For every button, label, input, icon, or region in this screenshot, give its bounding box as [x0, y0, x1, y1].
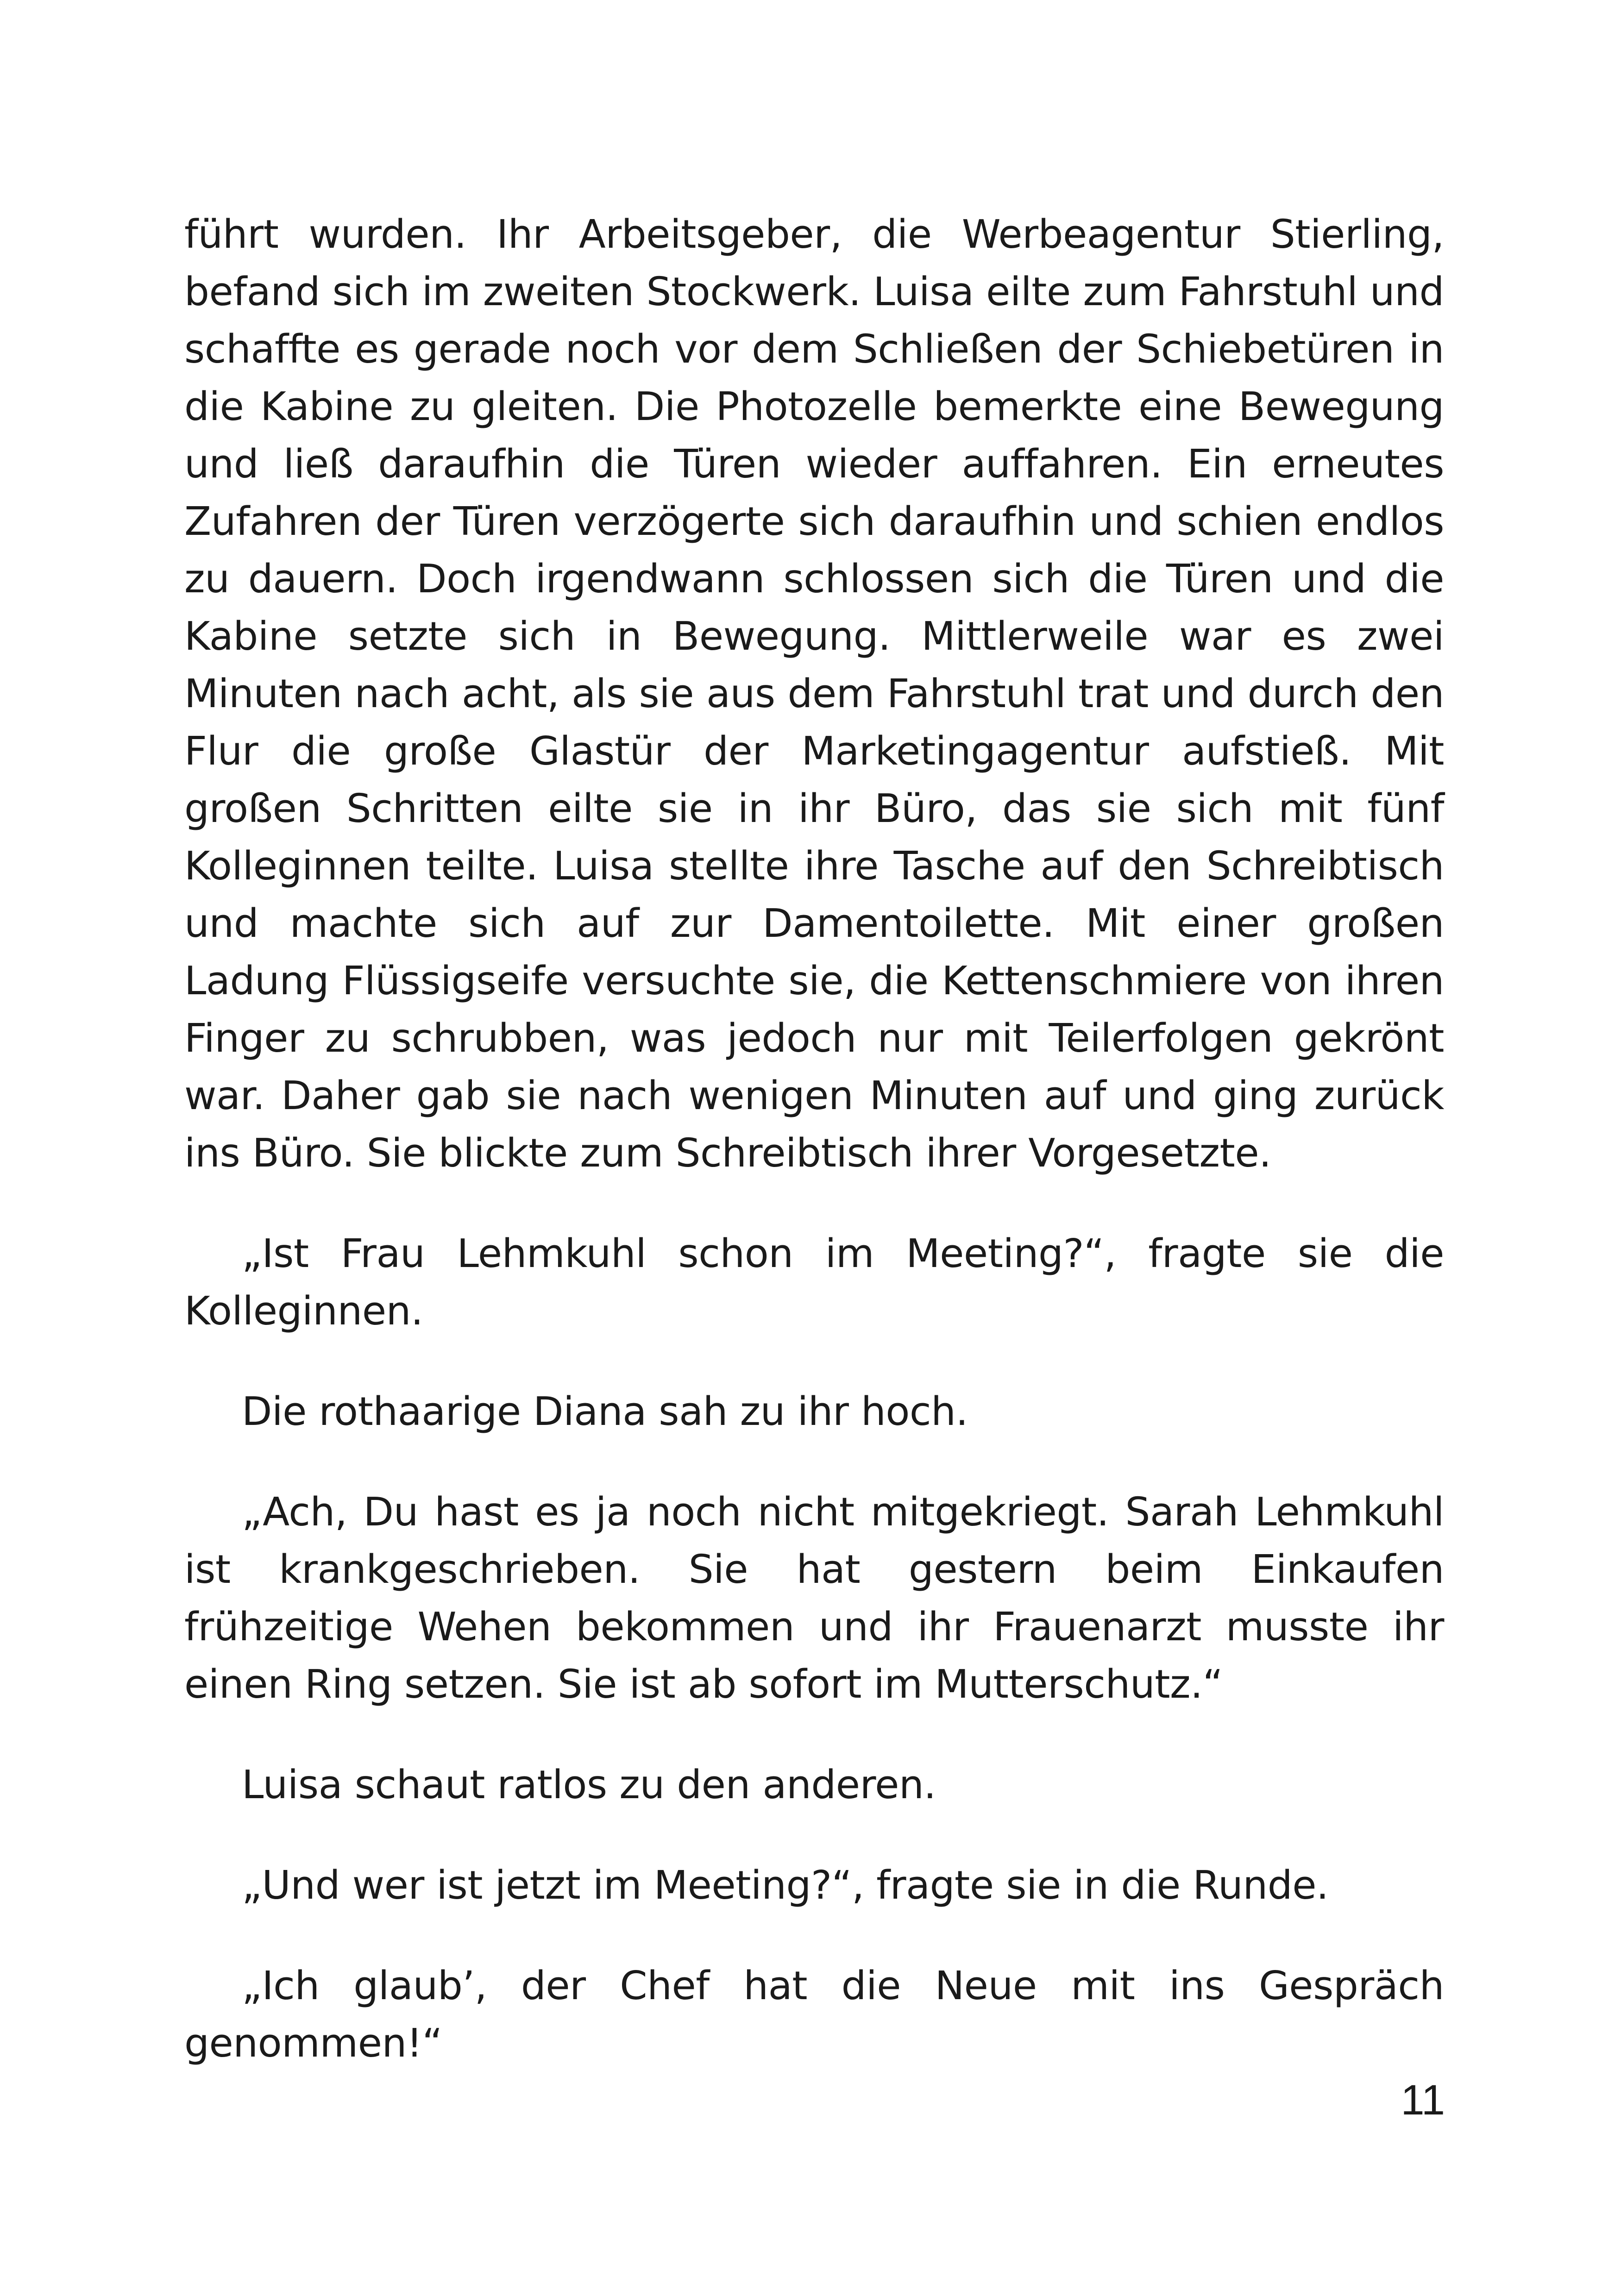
paragraph-dialogue-meeting-question: „Ist Frau Lehmkuhl schon im Meeting?“, fragte sie die Kolleginnen. [184, 1231, 1444, 1334]
page-number: 11 [1401, 2076, 1445, 2124]
paragraph-dialogue-boss-new-one: „Ich glaub’, der Chef hat die Neue mit ins Gespräch genommen!“ [184, 1963, 1444, 2066]
paragraph-dialogue-sick-leave: „Ach, Du hast es ja noch nicht mitgekriegt. Sarah Lehmkuhl ist krankgeschrieben. Sie hat gestern beim Einkaufen frühzeitige Wehen bekommen und ihr Frauenarzt musste ihr einen Ring setzen. Sie ist ab sofort im Mutterschutz.“ [184, 1489, 1444, 1707]
paragraph-dialogue-who-in-meeting: „Und wer ist jetzt im Meeting?“, fragte sie in die Runde. [242, 1863, 1329, 1908]
body-text [184, 206, 1444, 2072]
paragraph-continuation: führt wurden. Ihr Arbeitsgeber, die Werbeagentur Stierling, befand sich im zweiten Stockwerk. Luisa eilte zum Fahrstuhl und schaffte es gerade noch vor dem Schließen der Schiebetüren in die Kabine zu gleiten. Die Photozelle bemerkte eine Bewegung und ließ daraufhin die Türen wieder auffahren. Ein erneutes Zufahren der Türen verzögerte sich daraufhin und schien endlos zu dauern. Doch irgendwann schlossen sich die Türen und die Kabine setzte sich in Bewegung. Mittlerweile war es zwei Minuten nach acht, als sie aus dem Fahrstuhl trat und durch den Flur die große Glastür der Marketingagentur aufstieß. Mit großen Schritten eilte sie in ihr Büro, das sie sich mit fünf Kolleginnen teilte. Luisa stellte ihre Tasche auf den Schreibtisch und machte sich auf zur Damentoilette. Mit einer großen Ladung Flüssigseife versuchte sie, die Kettenschmiere von ihren Finger zu schrubben, was jedoch nur mit Teilerfolgen gekrönt war. Daher gab sie nach wenigen Minuten auf und ging zurück ins Büro. Sie blickte zum Schreibtisch ihrer Vorgesetzte. [184, 212, 1444, 1176]
paragraph-diana-looks-up: Die rothaarige Diana sah zu ihr hoch. [242, 1389, 968, 1435]
paragraph-luisa-looks: Luisa schaut ratlos zu den anderen. [242, 1762, 936, 1808]
